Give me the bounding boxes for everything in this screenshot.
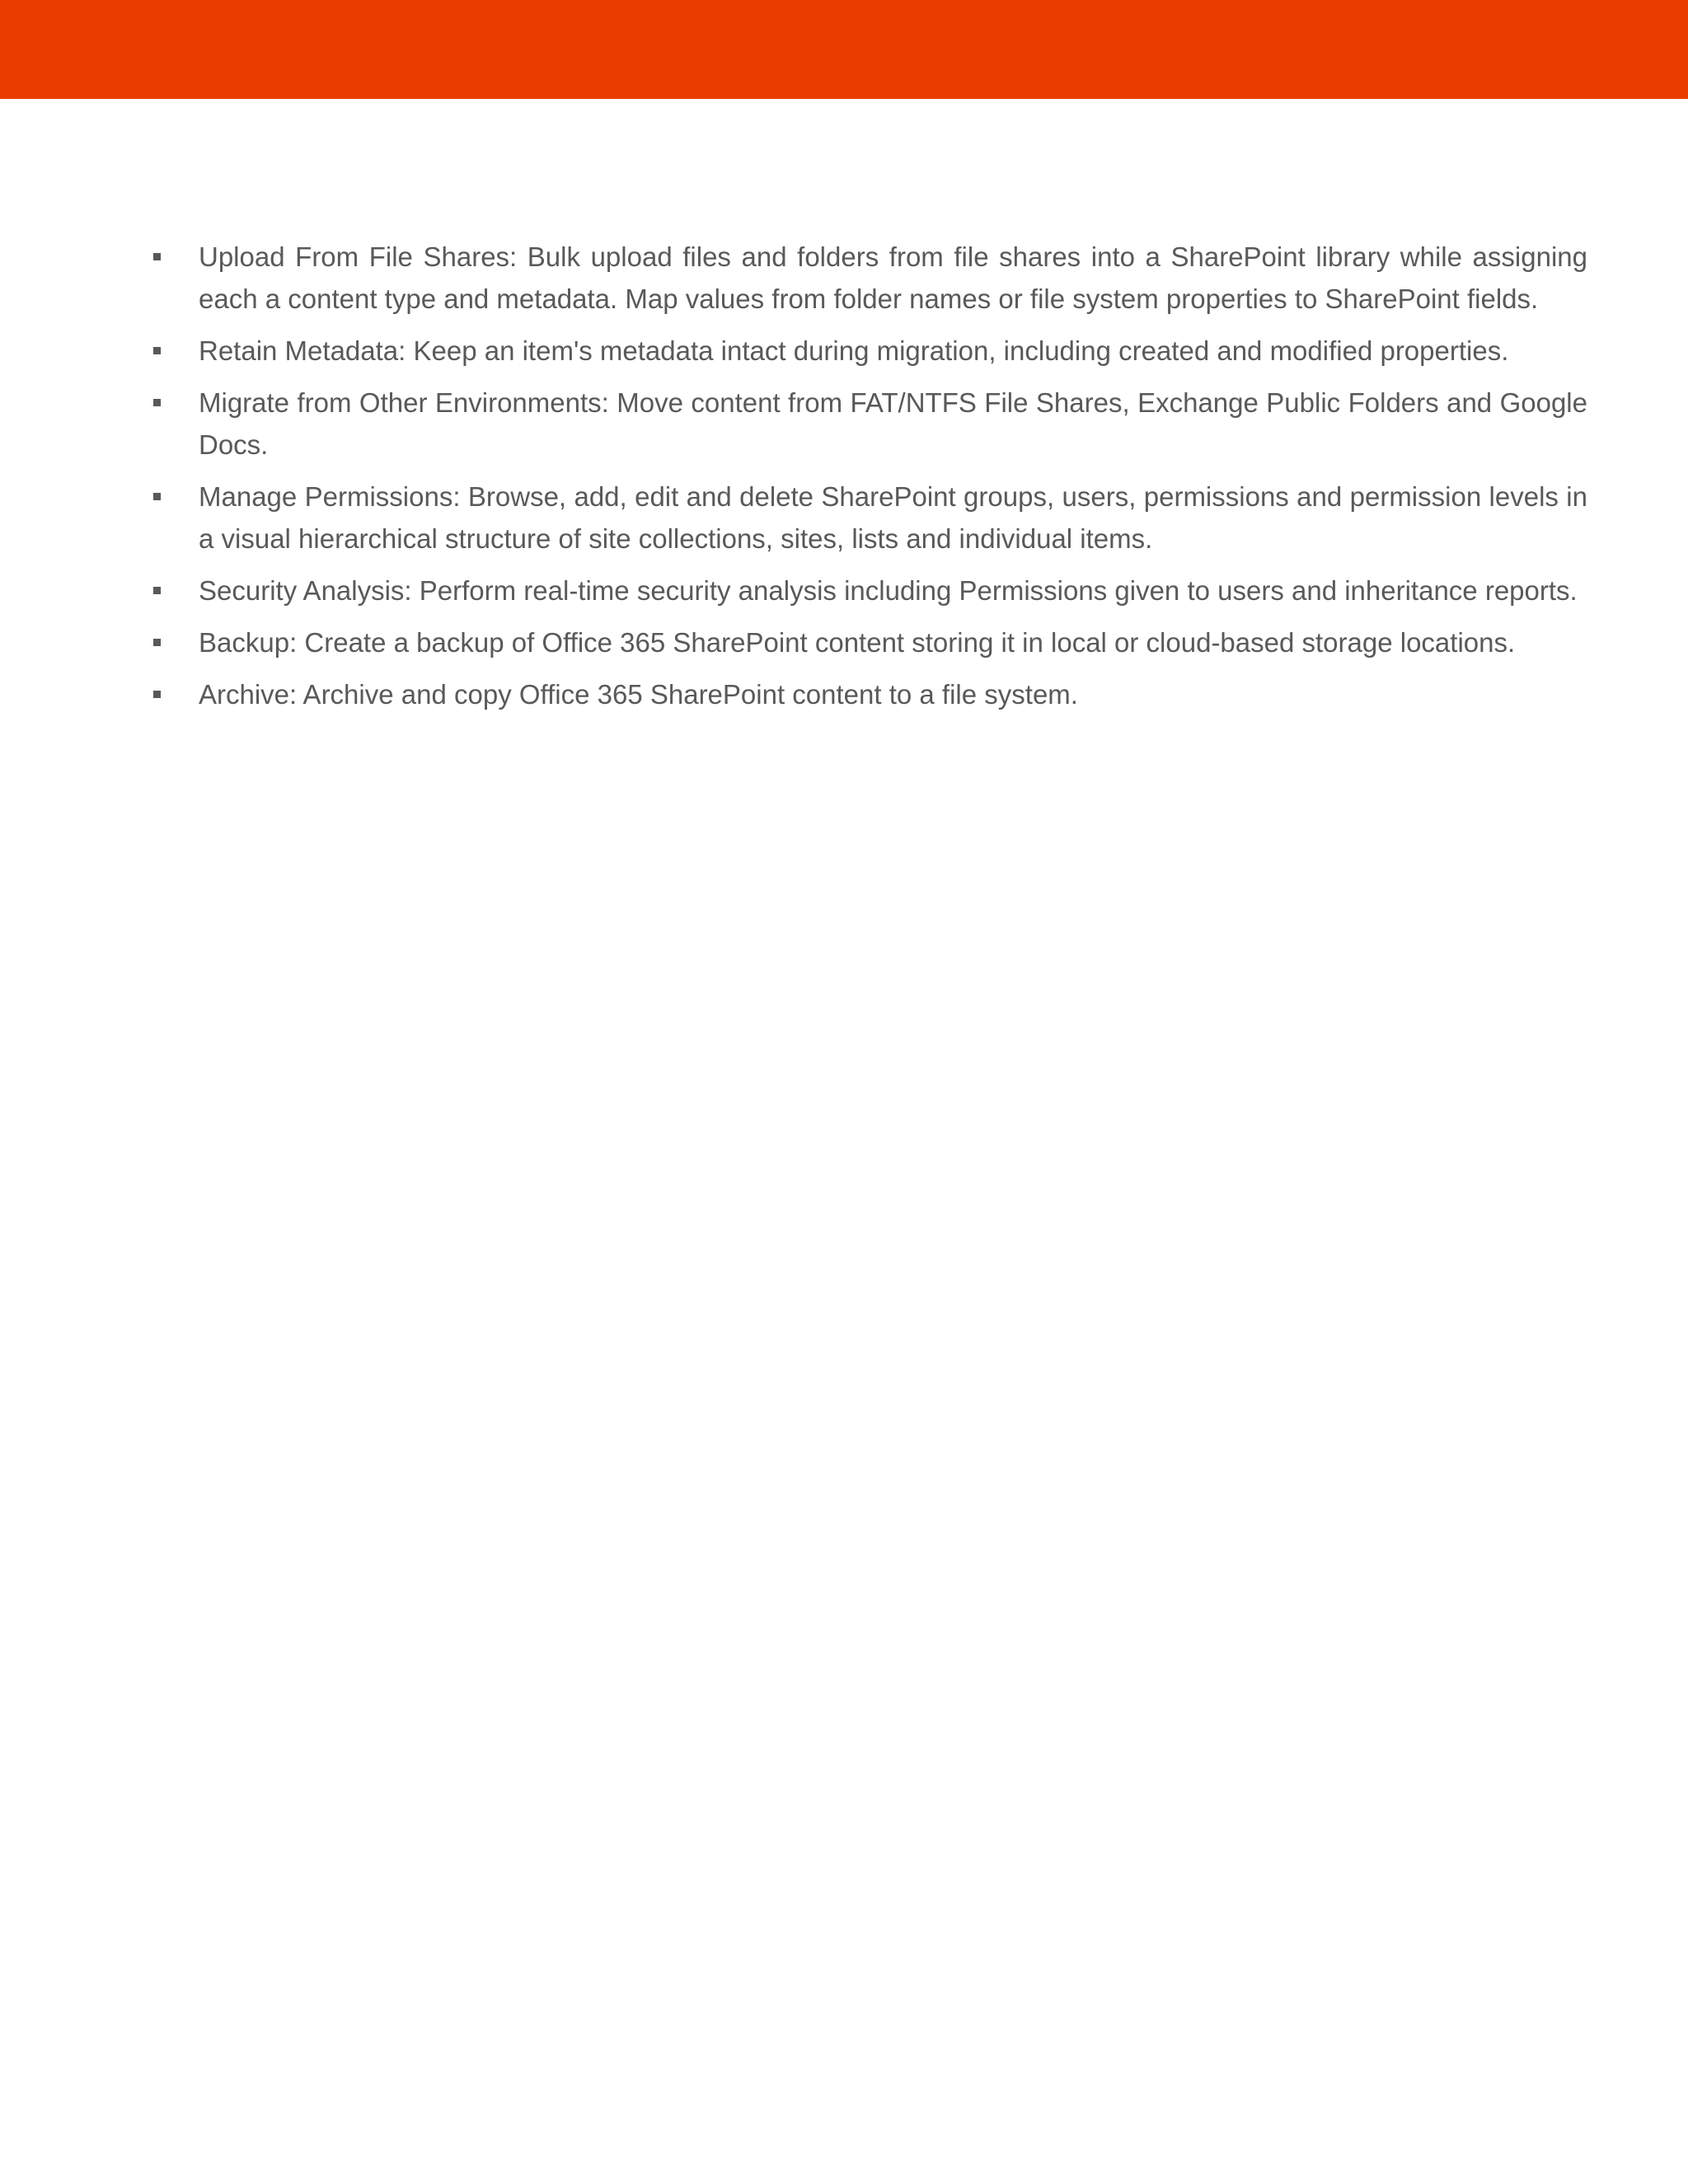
feature-text: Upload From File Shares: Bulk upload files and folders from file shares into a SharePoint library while assigning each a content type and metadata. Map values from folder names or file system properties to SharePoint fields. xyxy=(199,241,1587,314)
list-item xyxy=(0,621,1688,663)
feature-text: Retain Metadata: Keep an item's metadata intact during migration, including created and modified properties. xyxy=(199,335,1509,366)
feature-text: Backup: Create a backup of Office 365 SharePoint content storing it in local or cloud-based storage locations. xyxy=(199,627,1516,658)
list-item xyxy=(0,236,1688,320)
square-bullet-icon xyxy=(153,347,161,354)
square-bullet-icon xyxy=(153,253,161,260)
feature-text: Manage Permissions: Browse, add, edit and delete SharePoint groups, users, permissions and permission levels in a visual hierarchical structure of site collections, sites, lists and individual items. xyxy=(199,481,1587,554)
feature-list xyxy=(0,236,1688,725)
square-bullet-icon xyxy=(153,493,161,500)
list-item xyxy=(0,382,1688,466)
list-item xyxy=(0,673,1688,715)
list-item xyxy=(0,569,1688,612)
list-item xyxy=(0,330,1688,372)
list-item xyxy=(0,476,1688,560)
square-bullet-icon xyxy=(153,639,161,646)
square-bullet-icon xyxy=(153,691,161,698)
top-banner xyxy=(0,0,1688,99)
square-bullet-icon xyxy=(153,587,161,594)
feature-text: Migrate from Other Environments: Move content from FAT/NTFS File Shares, Exchange Public Folders and Google Docs. xyxy=(199,387,1587,460)
feature-text: Security Analysis: Perform real-time security analysis including Permissions given to users and inheritance reports. xyxy=(199,575,1578,606)
square-bullet-icon xyxy=(153,399,161,406)
feature-text: Archive: Archive and copy Office 365 SharePoint content to a file system. xyxy=(199,679,1078,710)
